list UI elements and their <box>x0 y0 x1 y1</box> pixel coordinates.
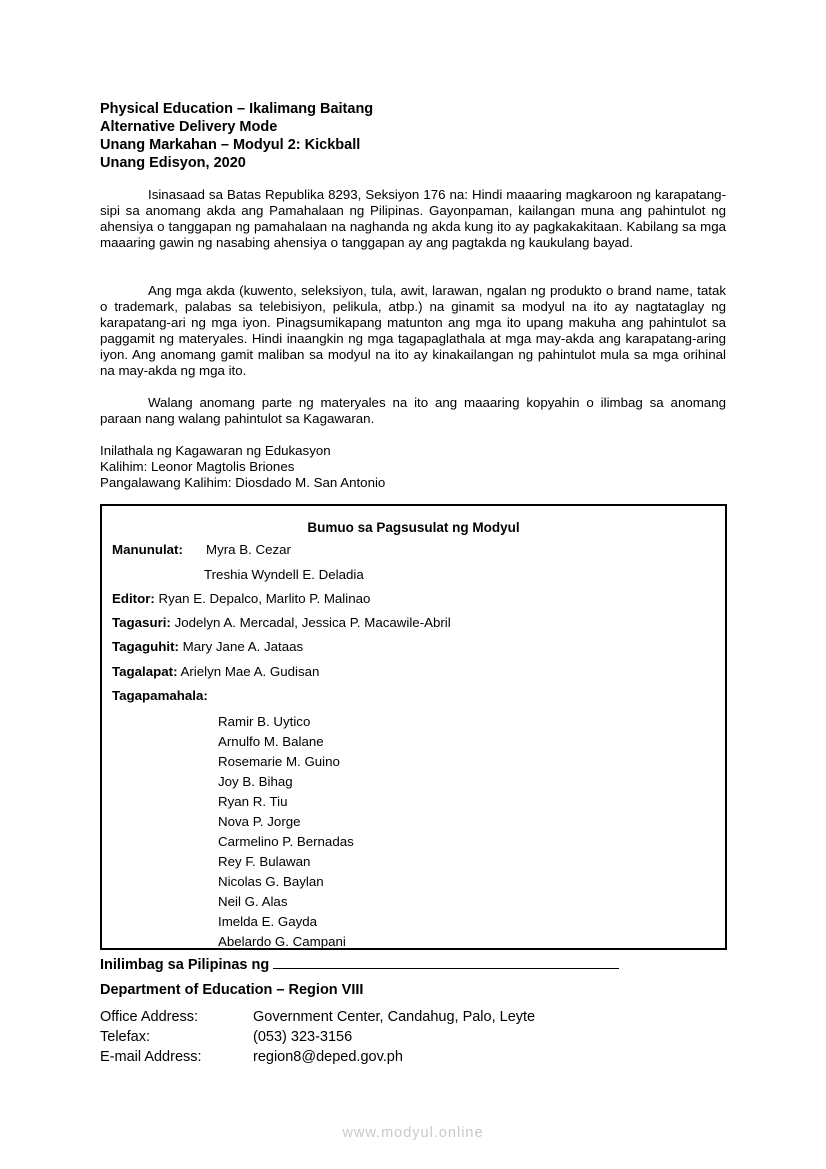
managers-row <box>112 688 208 703</box>
manager-name: Neil G. Alas <box>218 894 288 909</box>
manager-name: Rey F. Bulawan <box>218 854 311 869</box>
module-title: Unang Markahan – Modyul 2: Kickball <box>100 137 361 153</box>
manager-name: Carmelino P. Bernadas <box>218 834 354 849</box>
illustrator-label: Tagaguhit: <box>112 639 179 654</box>
copyright-paragraph-3: Walang anomang parte ng materyales na ito ang maaaring kopyahin o ilimbag sa anomang paraan nang walang pahintulot sa Kagawaran. <box>100 395 726 426</box>
manager-name: Rosemarie M. Guino <box>218 754 340 769</box>
deped-region: Department of Education – Region VIII <box>100 982 364 998</box>
writers-label: Manunulat: <box>112 542 183 557</box>
illustrator-names: Mary Jane A. Jataas <box>178 639 304 654</box>
copyright-paragraph-2: Ang mga akda (kuwento, seleksiyon, tula, awit, larawan, ngalan ng produkto o brand name, tatak o trademark, palabas sa telebisiyon, pelikula, atbp.) na ginamit sa modyul na ito ay nagtataglay ng karapatang-ari ng mga iyon. Pinagsumikapang matunton ang mga ito upang makuha ang pahintulot sa paggamit ng materyales. Hindi inaangkin ng mga tagapaglathala at mga may-akda ang karapatang-aring iyon. Ang anomang gamit maliban sa modyul na ito ay kinakailangan ng pahintulot mula sa mga orihinal na may-akda ng mga ito. <box>100 283 726 378</box>
manager-name: Nova P. Jorge <box>218 814 301 829</box>
editor-label: Editor: <box>112 591 155 606</box>
manager-name: Abelardo G. Campani <box>218 934 346 949</box>
writer-2: Treshia Wyndell E. Deladia <box>204 567 364 582</box>
edition: Unang Edisyon, 2020 <box>100 155 246 171</box>
illustrator-row <box>112 639 303 654</box>
printed-in-label: Inilimbag sa Pilipinas ng <box>100 957 270 973</box>
email-value: region8@deped.gov.ph <box>253 1049 403 1065</box>
email-label: E-mail Address: <box>100 1049 202 1065</box>
credits-title: Bumuo sa Pagsusulat ng Modyul <box>307 520 520 535</box>
telefax-label: Telefax: <box>100 1029 150 1045</box>
reviewer-names: Jodelyn A. Mercadal, Jessica P. Macawile-Abril <box>170 615 451 630</box>
writers-row <box>112 542 183 557</box>
reviewer-row <box>112 615 451 630</box>
email-row <box>100 1049 403 1065</box>
office-address-row <box>100 1009 535 1025</box>
credits-box <box>100 504 727 950</box>
manager-name: Imelda E. Gayda <box>218 914 318 929</box>
editor-row <box>112 591 370 606</box>
layout-artist-names: Arielyn Mae A. Gudisan <box>177 664 320 679</box>
title-block <box>100 100 373 172</box>
printed-in-line <box>100 954 619 973</box>
managers-list <box>218 712 354 952</box>
manager-name: Nicolas G. Baylan <box>218 874 324 889</box>
editor-names: Ryan E. Depalco, Marlito P. Malinao <box>154 591 371 606</box>
telefax-value: (053) 323-3156 <box>253 1029 353 1045</box>
publisher-line: Inilathala ng Kagawaran ng Edukasyon <box>100 443 331 458</box>
publisher-info <box>100 443 385 491</box>
layout-artist-label: Tagalapat: <box>112 664 178 679</box>
subject-title: Physical Education – Ikalimang Baitang <box>100 101 374 117</box>
undersecretary-line: Pangalawang Kalihim: Diosdado M. San Antonio <box>100 475 386 490</box>
office-address-value: Government Center, Candahug, Palo, Leyte <box>253 1009 536 1025</box>
manager-name: Joy B. Bihag <box>218 774 293 789</box>
watermark: www.modyul.online <box>342 1125 484 1141</box>
manager-name: Arnulfo M. Balane <box>218 734 324 749</box>
office-address-label: Office Address: <box>100 1009 199 1025</box>
delivery-mode: Alternative Delivery Mode <box>100 119 278 135</box>
printer-blank-line <box>273 954 619 969</box>
manager-name: Ryan R. Tiu <box>218 794 288 809</box>
copyright-paragraph-1: Isinasaad sa Batas Republika 8293, Seksiyon 176 na: Hindi maaaring magkaroon ng karapatang-sipi sa anomang akda ang Pamahalaan ng Pilipinas. Gayonpaman, kailangan muna ang pahintulot ng ahensiya o tanggapan ng pamahalaan na naghanda ng akda kung ito ay pagkakakitaan. Kabilang sa mga maaaring gawin ng nasabing ahensiya o tanggapan ay ang pagtakda ng kaukulang bayad. <box>100 187 726 250</box>
manager-name: Ramir B. Uytico <box>218 714 311 729</box>
writer-1: Myra B. Cezar <box>206 542 291 557</box>
managers-label: Tagapamahala: <box>112 688 208 703</box>
telefax-row <box>100 1029 352 1045</box>
layout-artist-row <box>112 664 319 679</box>
reviewer-label: Tagasuri: <box>112 615 171 630</box>
secretary-line: Kalihim: Leonor Magtolis Briones <box>100 459 295 474</box>
